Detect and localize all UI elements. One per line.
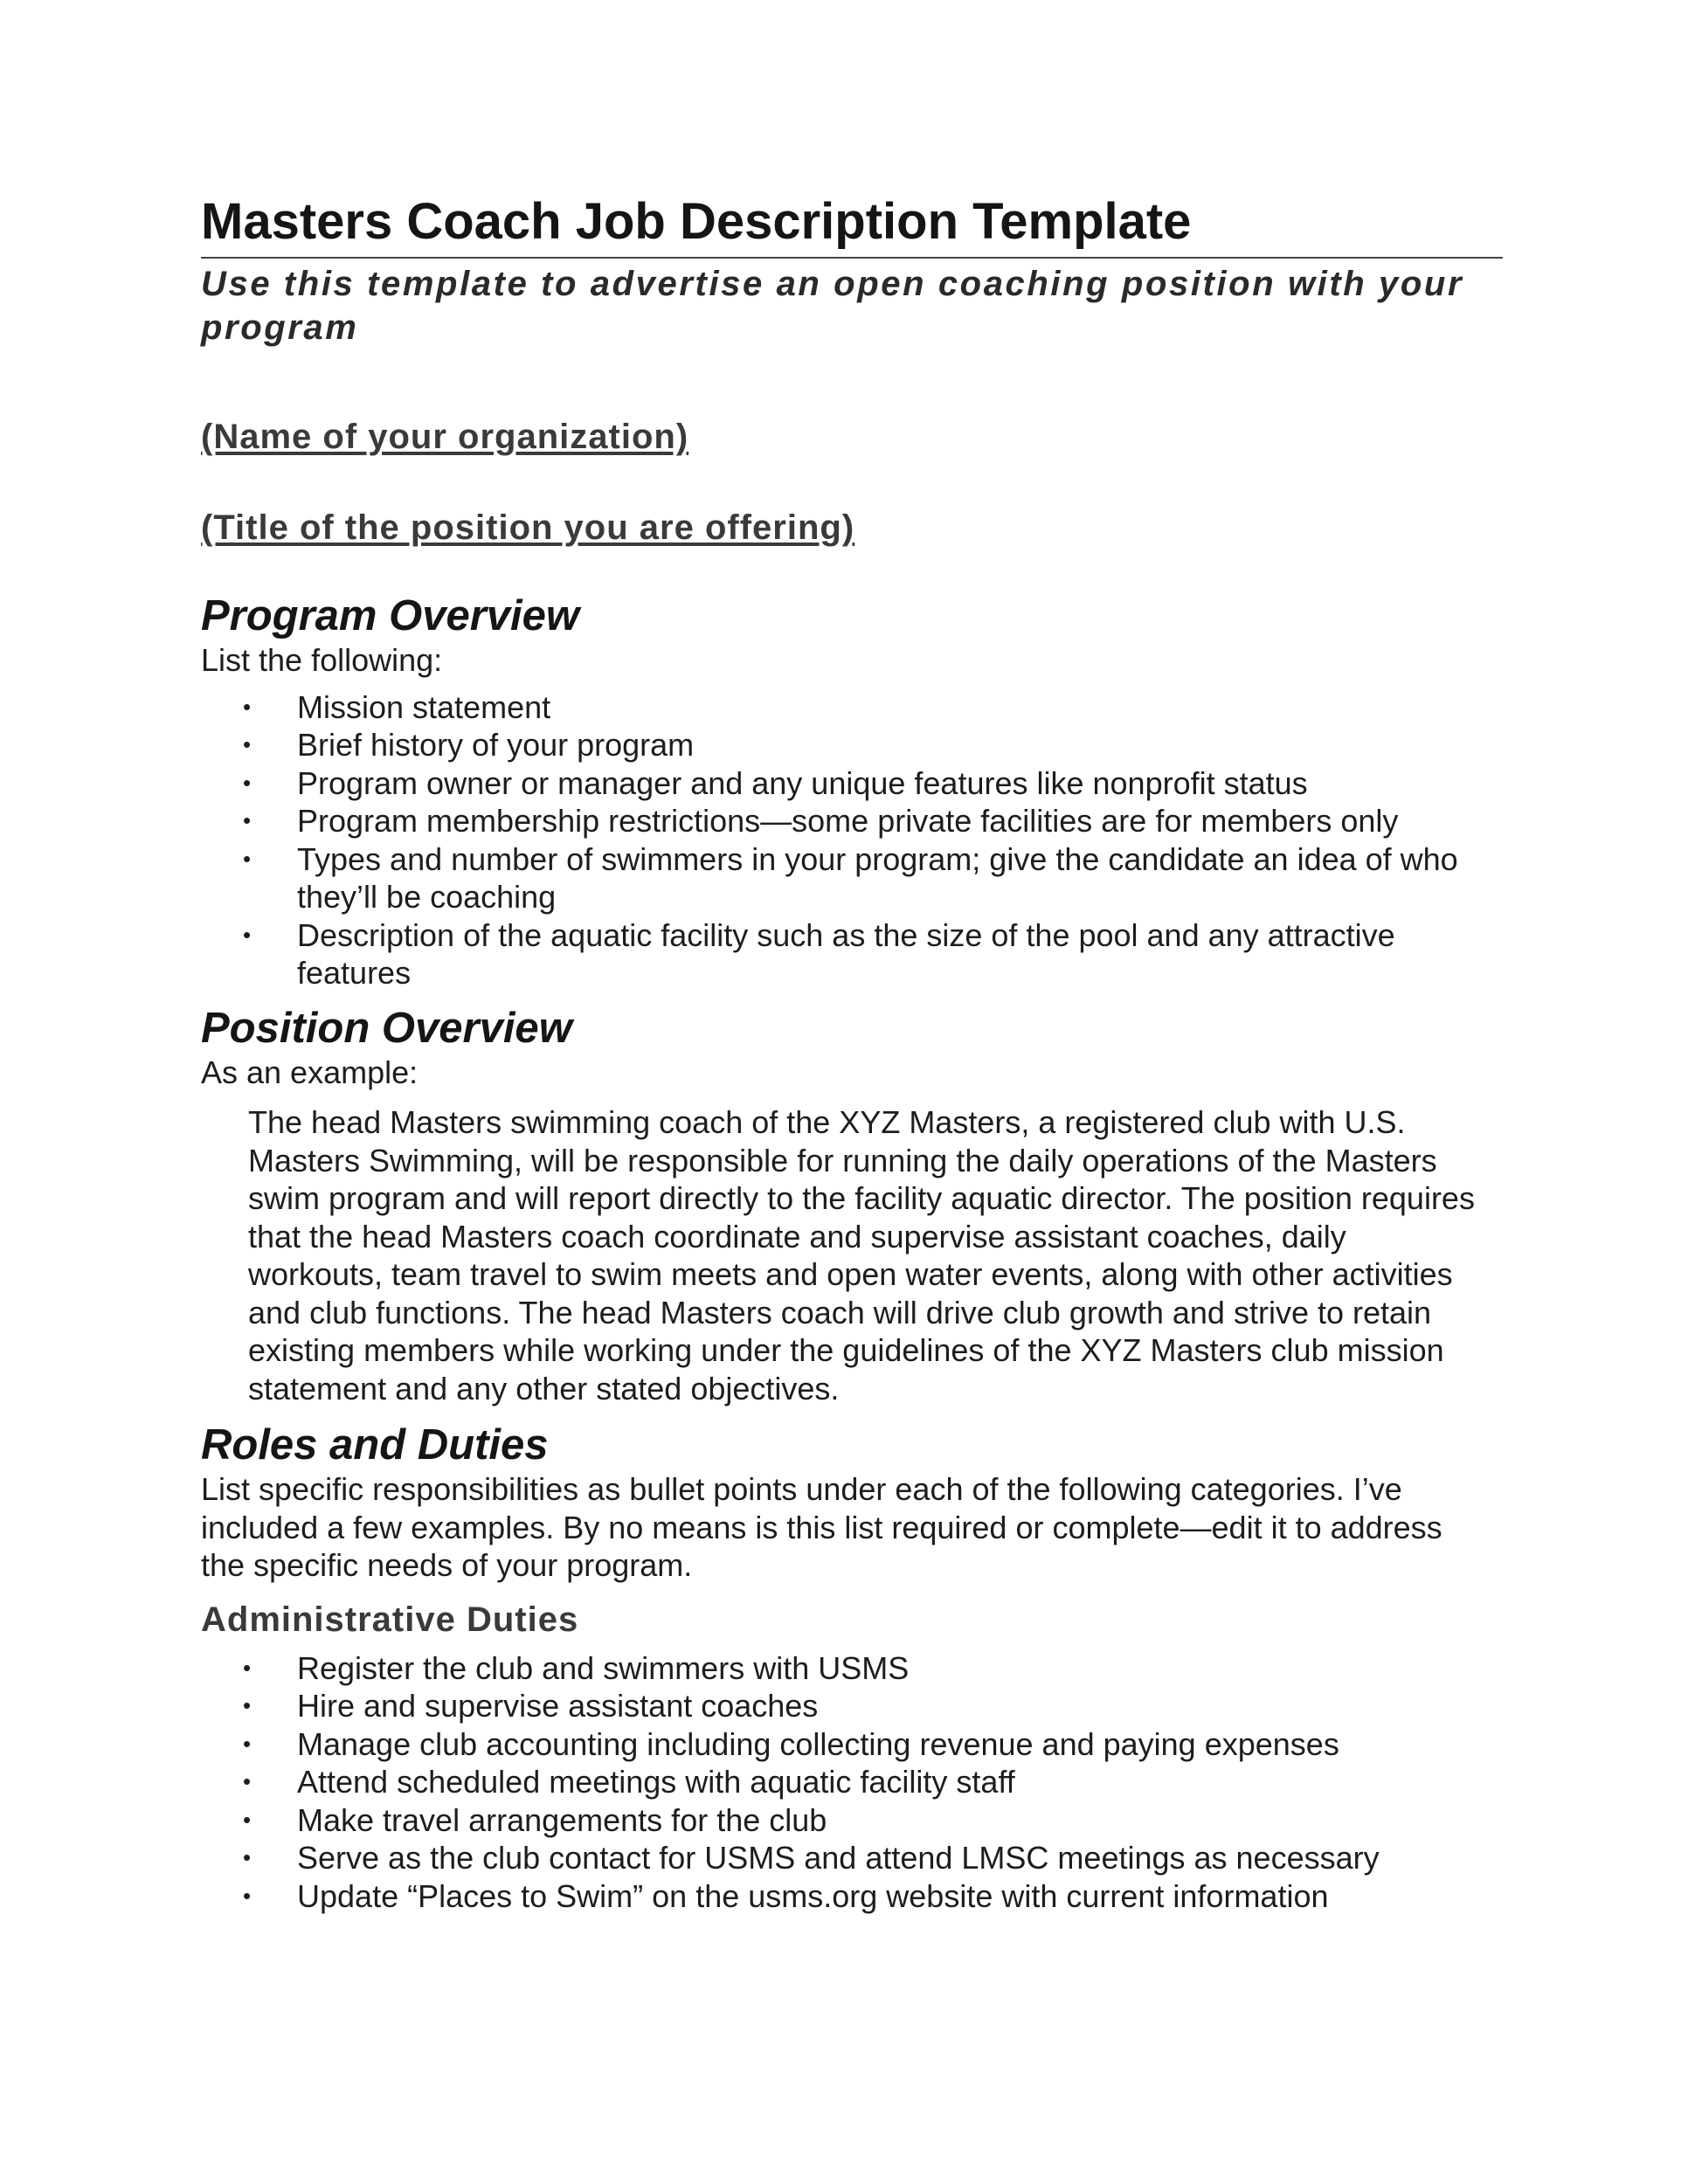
list-item: • Manage club accounting including collecting revenue and paying expenses bbox=[243, 1725, 1339, 1762]
position-overview-heading: Position Overview bbox=[201, 1004, 572, 1052]
list-item: • Program owner or manager and any unique features like nonprofit status bbox=[243, 764, 1308, 801]
bullet-icon: • bbox=[243, 1882, 252, 1909]
bullet-icon: • bbox=[243, 1654, 252, 1681]
list-item: • Types and number of swimmers in your program; give the candidate an idea of who they’ll be coaching bbox=[243, 840, 1458, 915]
bullet-icon: • bbox=[243, 807, 252, 833]
list-item: • Mission statement bbox=[243, 688, 551, 725]
bullet-icon: • bbox=[243, 1806, 252, 1833]
list-item: • Register the club and swimmers with USMS bbox=[243, 1649, 910, 1686]
program-overview-list bbox=[201, 688, 1503, 992]
list-item: • Make travel arrangements for the club bbox=[243, 1801, 827, 1838]
position-example-paragraph: The head Masters swimming coach of the XYZ Masters, a registered club with U.S. Masters Swimming, will be responsible for running the daily operations of the Masters swim program and will report directly to the facility aquatic director. The position requires that the head Masters coach coordinate and supervise assistant coaches, daily workouts, team travel to swim meets and open water events, along with other activities and club functions. The head Masters coach will drive club growth and strive to retain existing members while working under the guidelines of the XYZ Masters club mission statement and any other stated objectives. bbox=[248, 1104, 1475, 1406]
position-overview-intro: As an example: bbox=[201, 1054, 419, 1090]
list-item: • Hire and supervise assistant coaches bbox=[243, 1688, 819, 1724]
document-subtitle: Use this template to advertise an open coaching position with your program bbox=[201, 265, 1464, 347]
bullet-icon: • bbox=[243, 845, 252, 872]
list-item: • Brief history of your program bbox=[243, 727, 695, 763]
administrative-duties-heading: Administrative Duties bbox=[201, 1600, 579, 1639]
bullet-icon: • bbox=[243, 1730, 252, 1757]
bullet-icon: • bbox=[243, 731, 252, 757]
roles-and-duties-intro: List specific responsibilities as bullet points under each of the following categories. I’ve included a few examples. By no means is this list required or complete—edit it to address the specific needs of your program. bbox=[201, 1471, 1442, 1583]
administrative-duties-list bbox=[201, 1649, 1503, 1916]
position-title-placeholder: (Title of the position you are offering) bbox=[201, 508, 855, 547]
roles-and-duties-heading: Roles and Duties bbox=[201, 1421, 549, 1469]
document-title: Masters Coach Job Description Template bbox=[201, 192, 1503, 259]
list-item: • Serve as the club contact for USMS and attend LMSC meetings as necessary bbox=[243, 1840, 1380, 1876]
list-item: • Program membership restrictions—some private facilities are for members only bbox=[243, 803, 1399, 839]
bullet-icon: • bbox=[243, 1692, 252, 1718]
list-item: • Attend scheduled meetings with aquatic facility staff bbox=[243, 1764, 1015, 1800]
bullet-icon: • bbox=[243, 693, 252, 720]
bullet-icon: • bbox=[243, 921, 252, 948]
bullet-icon: • bbox=[243, 1844, 252, 1870]
organization-name-placeholder: (Name of your organization) bbox=[201, 418, 689, 456]
document-page bbox=[201, 192, 1503, 1915]
list-item: • Update “Places to Swim” on the usms.org website with current information bbox=[243, 1877, 1329, 1914]
list-item: • Description of the aquatic facility such as the size of the pool and any attractive features bbox=[243, 916, 1395, 991]
program-overview-heading: Program Overview bbox=[201, 592, 580, 639]
bullet-icon: • bbox=[243, 769, 252, 796]
bullet-icon: • bbox=[243, 1768, 252, 1794]
program-overview-intro: List the following: bbox=[201, 642, 443, 678]
